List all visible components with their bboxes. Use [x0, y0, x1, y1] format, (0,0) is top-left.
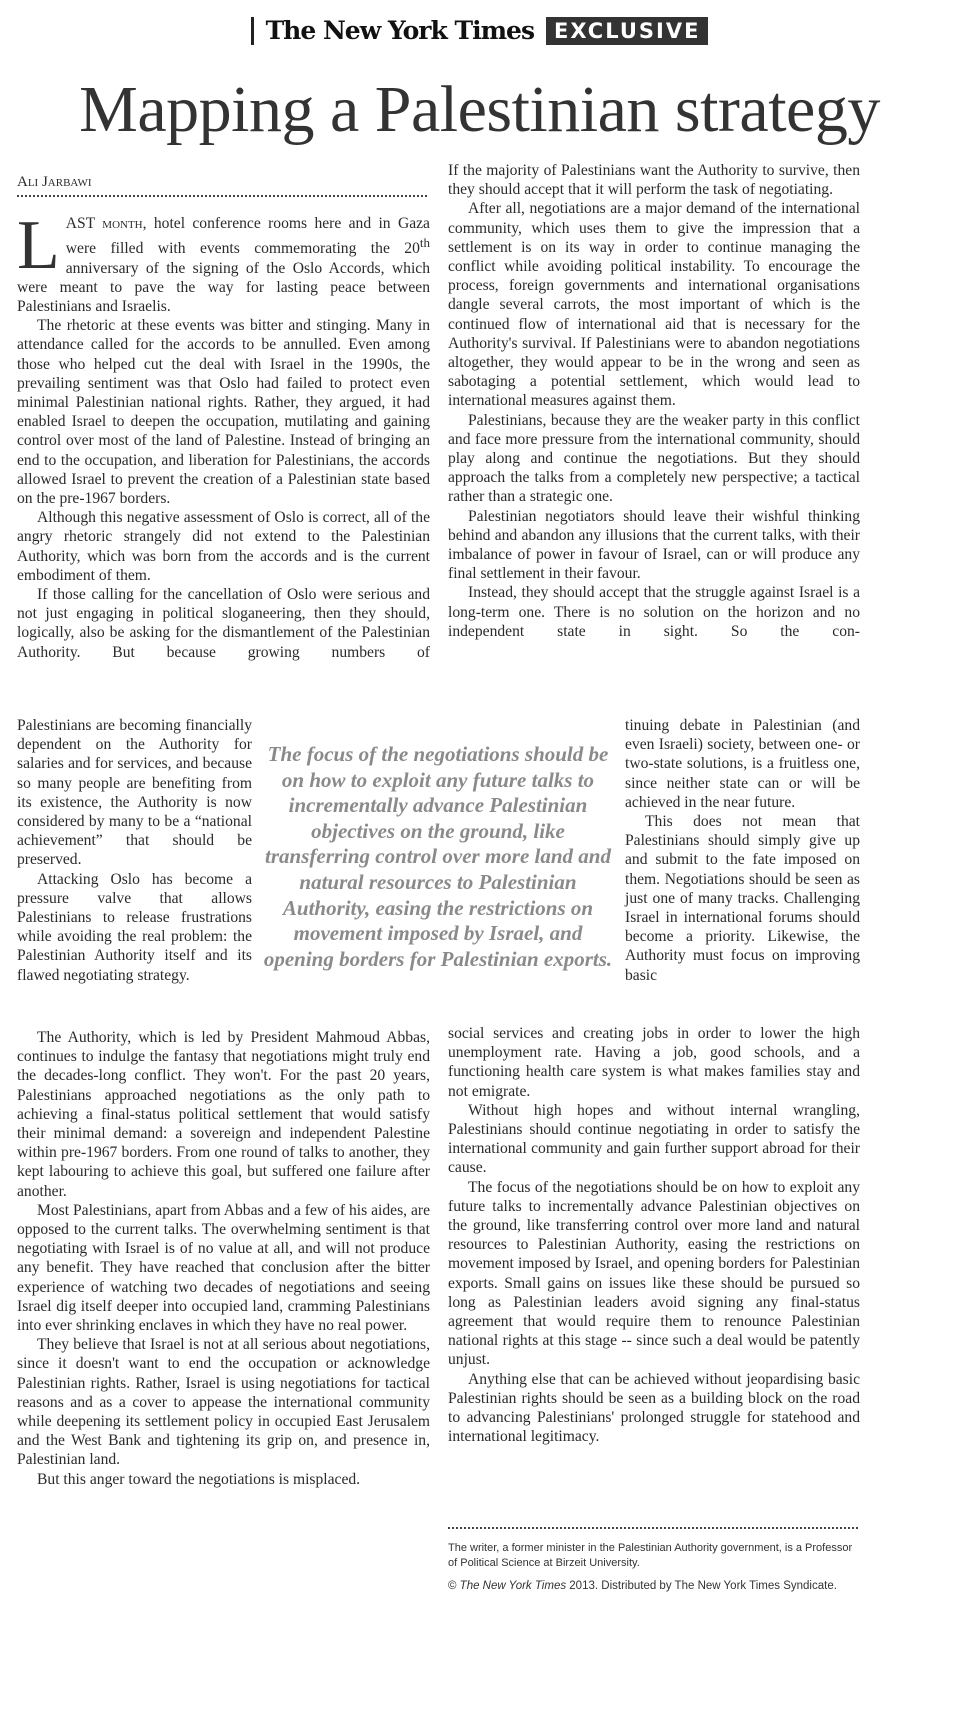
paragraph: Attacking Oslo has become a pressure valve that allows Palestinians to release frustrations while avoiding the real problem: the Palestinian Authority itself and its flawed negotiating strategy.	[17, 870, 252, 984]
paragraph: Most Palestinians, apart from Abbas and a few of his aides, are opposed to the current talks. The overwhelming sentiment is that negotiating with Israel is of no value at all, and will not produce any benefit. They have reached that conclusion after the bitter experience of watching two decades of negotiations and seeing Israel dig itself deeper into occupied land, cramming Palestinians into ever shrinking enclaves in which they have no real power.	[17, 1201, 430, 1335]
publication-name: The New York Times	[459, 1580, 567, 1592]
left-column-narrow	[17, 716, 252, 985]
paragraph: This does not mean that Palestinians should simply give up and submit to the fate imposed on them. Negotiations should be seen as just one of many tracks. Challenging Israel in international forums should become a priority. Likewise, the Authority must focus on improving basic	[625, 813, 860, 984]
drop-cap: L	[17, 207, 60, 284]
copyright-symbol: ©	[448, 1580, 460, 1592]
byline: Ali Jarbawi	[17, 174, 92, 190]
right-column-bottom	[448, 1024, 860, 1446]
paragraph: If the majority of Palestinians want the Authority to survive, then they should accept that it will perform the task of negotiating.	[448, 162, 860, 199]
paragraph: But this anger toward the negotiations is misplaced.	[37, 1470, 361, 1488]
paragraph: After all, negotiations are a major demand of the international community, which uses them to give the impression that a settlement is on its way in order to continue managing the conflict while avoiding political instability. To encourage the process, foreign governments and international organisations dangle several carrots, the most important of which is the continued flow of international aid that is necessary for the Authority's survival. If Palestinians were to abandon negotiations altogether, they would appear to be in the wrong and seen as sabotaging a potential settlement, which would lead to international measures against them.	[448, 200, 860, 410]
left-column-bottom	[17, 1028, 430, 1489]
paragraph: Instead, they should accept that the struggle against Israel is a long-term one. There is no solution on the horizon and no independent state in sight. So the con-	[448, 584, 860, 640]
paragraph: Palestinians, because they are the weaker party in this conflict and face more pressure from the international community, should play along and continue the negotiations. But they should approach the talks from a completely new perspective; a tactical rather than a strategic one.	[448, 411, 860, 506]
masthead-divider	[251, 17, 254, 45]
lead-caps: AST month	[65, 215, 143, 232]
footer-divider	[448, 1527, 858, 1529]
paragraph: Anything else that can be achieved without jeopardising basic Palestinian rights should be seen as a building block on the road to advancing Palestinians' prolonged struggle for statehood and international legitimacy.	[448, 1370, 860, 1446]
byline-divider	[17, 195, 427, 197]
paragraph: Palestinian negotiators should leave their wishful thinking behind and abandon any illusions that the current talks, with their imbalance of power in favour of Israel, can or will produce any final settlement in their favour.	[448, 507, 860, 583]
text: , hotel conference rooms here and in Gaza were filled with events commemorating the 20	[65, 215, 430, 258]
headline: Mapping a Palestinian strategy	[79, 73, 880, 146]
text: anniversary of the signing of the Oslo Accords, which were meant to pave the way for lasting peace between Palestinians and Israelis.	[17, 259, 430, 315]
copyright	[448, 1580, 860, 1592]
paragraph	[17, 207, 430, 316]
paragraph: Without high hopes and without internal wrangling, Palestinians should continue negotiating in order to satisfy the international community and gain further support abroad for their cause.	[448, 1101, 860, 1177]
paragraph: tinuing debate in Palestinian (and even Israeli) society, between one- or two-state solutions, is a fruitless one, since neither state can or will be achieved in the near future.	[625, 717, 860, 811]
paragraph: Palestinians are becoming financially dependent on the Authority for salaries and for services, and because so many people are benefiting from its existence, the Authority is now considered by many to be a “national achievement” that should be preserved.	[17, 717, 252, 869]
right-column-top	[448, 161, 860, 641]
left-column-top	[17, 207, 430, 662]
paragraph: The Authority, which is led by President Mahmoud Abbas, continues to indulge the fantasy that negotiations might truly end the decades-long conflict. They won't. For the past 20 years, Palestinians approached negotiations as the only path to achieving a final-status political settlement that would satisfy their minimal demand: a sovereign and independent Palestine within pre-1967 borders. From one round of talks to another, they kept labouring to achieve this goal, but suffered one failure after another.	[17, 1029, 430, 1200]
author-note: The writer, a former minister in the Palestinian Authority government, is a Professor of Political Science at Birzeit University.	[448, 1542, 853, 1569]
paragraph: The focus of the negotiations should be on how to exploit any future talks to incrementally advance Palestinian objectives on the ground, like transferring control over more land and natural resources to Palestinian Authority, easing the restrictions on movement imposed by Israel, and opening borders for Palestinian exports. Small gains on issues like these should be pursued so long as Palestinian leaders avoid signing any final-status agreement that would require them to renounce Palestinian national rights at this stage -- since such a deal would be patently unjust.	[448, 1178, 860, 1369]
paragraph: The rhetoric at these events was bitter and stinging. Many in attendance called for the accords to be annulled. Even among those who helped cut the deal with Israel in the 1990s, the prevailing sentiment was that Oslo had failed to protect even minimal Palestinian national rights. Rather, they argued, it had enabled Israel to deepen the occupation, mutilating and gaining control over most of the land of Palestine. Instead of bringing an end to the occupation, and liberation for Palestinians, the accords allowed Israel to prevent the creation of a Palestinian state based on the pre-1967 borders.	[17, 317, 430, 508]
nyt-logo: The New York Times	[265, 16, 535, 45]
copyright-text: 2013. Distributed by The New York Times Syndicate.	[566, 1580, 837, 1592]
paragraph: Although this negative assessment of Oslo is correct, all of the angry rhetoric strangely did not extend to the Palestinian Authority, which was born from the accords and is the current embodiment of them.	[17, 509, 430, 584]
paragraph: If those calling for the cancellation of Oslo were serious and not just engaging in political sloganeering, then they should, logically, also be asking for the dismantlement of the Palestinian Authority. But because growing numbers of	[17, 586, 430, 661]
paragraph: They believe that Israel is not at all serious about negotiations, since it doesn't want to end the occupation or acknowledge Palestinian rights. Rather, Israel is using negotiations for tactical reasons and as a cover to appease the international community while deepening its settlement policy in occupied East Jerusalem and the West Bank and tightening its grip on, and presence in, Palestinian land.	[17, 1336, 430, 1469]
masthead	[0, 16, 959, 45]
pull-quote: The focus of the negotiations should be on how to exploit any future talks to incrementally advance Palestinian objectives on the ground, like transferring control over more land and natural resources to Palestinian Authority, easing the restrictions on movement imposed by Israel, and opening borders for Palestinian exports.	[263, 742, 613, 971]
ordinal: th	[419, 235, 430, 251]
exclusive-badge: EXCLUSIVE	[546, 17, 708, 45]
paragraph: social services and creating jobs in order to lower the high unemployment rate. Having a job, good schools, and a functioning health care system is what makes families stay and not emigrate.	[448, 1025, 860, 1100]
right-column-narrow	[625, 716, 860, 985]
